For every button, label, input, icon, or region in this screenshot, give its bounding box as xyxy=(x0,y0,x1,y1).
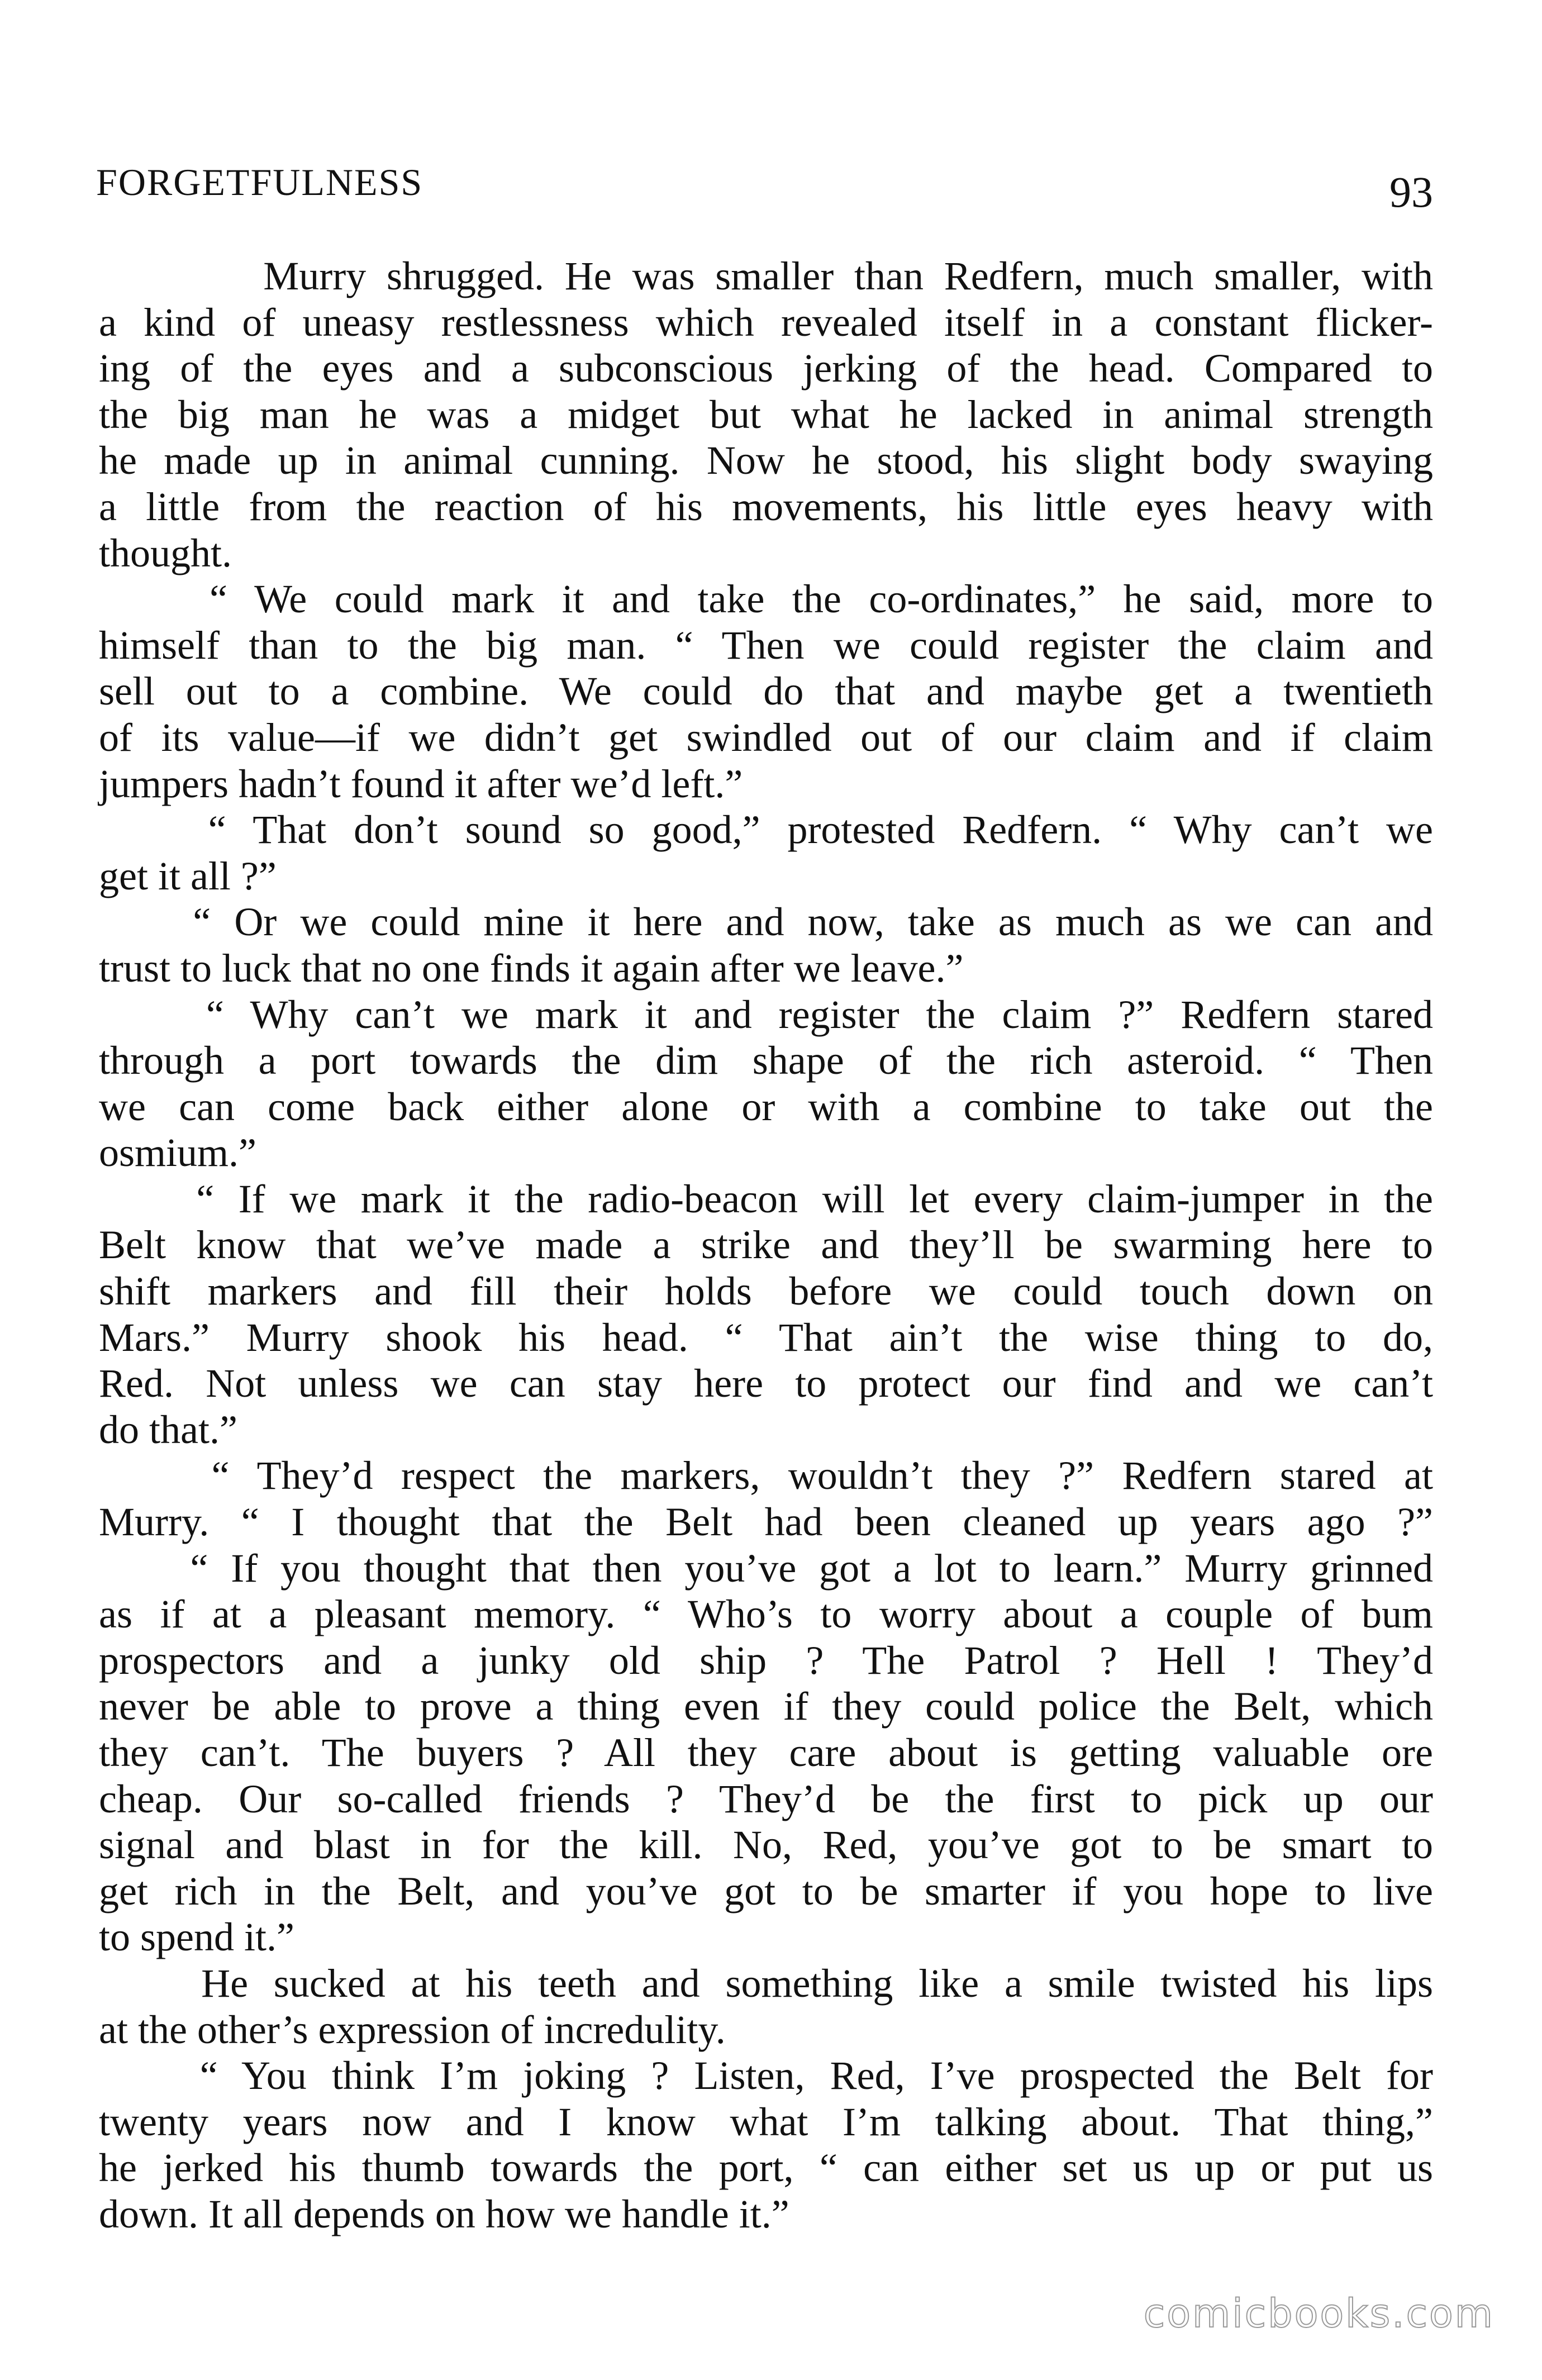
text-line: get it all ?” xyxy=(99,853,277,898)
page-number: 93 xyxy=(1389,168,1433,216)
text-line: Murry. “ I thought that the Belt had been cleaned up years ago ?” xyxy=(99,1500,1433,1545)
watermark: comicbooks.com xyxy=(1143,2291,1495,2336)
text-line: cheap. Our so-called friends ? They’d be the first to pick up our xyxy=(99,1776,1433,1821)
text-line: He sucked at his teeth and something like a smile twisted his lips xyxy=(99,1960,1433,2006)
text-line: “ They’d respect the markers, wouldn’t they ?” Redfern stared at xyxy=(99,1453,1433,1498)
text-line: himself than to the big man. “ Then we could register the claim and xyxy=(99,622,1433,668)
text-line: osmium.” xyxy=(99,1130,256,1175)
text-line: at the other’s expression of incredulity. xyxy=(99,2007,726,2052)
text-line: “ You think I’m joking ? Listen, Red, I’ve prospected the Belt for xyxy=(99,2053,1433,2098)
text-line: as if at a pleasant memory. “ Who’s to worry about a couple of bum xyxy=(99,1592,1433,1637)
text-line: of its value—if we didn’t get swindled out of our claim and if claim xyxy=(99,715,1433,760)
text-line: through a port towards the dim shape of the rich asteroid. “ Then xyxy=(99,1038,1433,1083)
text-line: Mars.” Murry shook his head. “ That ain’t the wise thing to do, xyxy=(99,1315,1433,1360)
text-line: a kind of uneasy restlessness which revealed itself in a constant flicker- xyxy=(99,299,1433,345)
text-line: “ Why can’t we mark it and register the claim ?” Redfern stared xyxy=(99,992,1433,1037)
running-title: FORGETFULNESS xyxy=(96,161,423,203)
text-line: we can come back either alone or with a combine to take out the xyxy=(99,1084,1433,1129)
text-line: they can’t. The buyers ? All they care about is getting valuable ore xyxy=(99,1730,1433,1775)
text-line: Murry shrugged. He was smaller than Redfern, much smaller, with xyxy=(99,254,1433,298)
text-line: signal and blast in for the kill. No, Red, you’ve got to be smart to xyxy=(99,1822,1433,1868)
text-line: do that.” xyxy=(99,1407,237,1452)
text-line: “ If we mark it the radio-beacon will let every claim-jumper in the xyxy=(99,1176,1433,1221)
text-line: Belt know that we’ve made a strike and they’ll be swarming here to xyxy=(99,1222,1433,1268)
text-line: down. It all depends on how we handle it.” xyxy=(99,2191,789,2236)
text-line: trust to luck that no one finds it again after we leave.” xyxy=(99,945,964,991)
text-line: never be able to prove a thing even if they could police the Belt, which xyxy=(99,1684,1433,1729)
text-line: “ That don’t sound so good,” protested Redfern. “ Why can’t we xyxy=(99,807,1433,853)
text-line: twenty years now and I know what I’m talking about. That thing,” xyxy=(99,2099,1433,2144)
text-line: Red. Not unless we can stay here to protect our find and we can’t xyxy=(99,1361,1433,1406)
text-line: the big man he was a midget but what he lacked in animal strength xyxy=(99,392,1433,437)
text-line: sell out to a combine. We could do that and maybe get a twentieth xyxy=(99,669,1433,714)
text-line: a little from the reaction of his movements, his little eyes heavy with xyxy=(99,484,1433,529)
text-line: get rich in the Belt, and you’ve got to be smarter if you hope to live xyxy=(99,1868,1433,1913)
text-line: to spend it.” xyxy=(99,1915,294,1960)
text-line: “ Or we could mine it here and now, take as much as we can and xyxy=(99,899,1433,945)
text-line: shift markers and fill their holds before we could touch down on xyxy=(99,1269,1433,1314)
text-line: thought. xyxy=(99,530,232,575)
body-text xyxy=(99,253,1433,2238)
text-line: ing of the eyes and a subconscious jerking of the head. Compared to xyxy=(99,346,1433,391)
text-line: he jerked his thumb towards the port, “ can either set us up or put us xyxy=(99,2145,1433,2191)
text-line: jumpers hadn’t found it after we’d left.” xyxy=(99,761,743,806)
text-line: prospectors and a junky old ship ? The Patrol ? Hell ! They’d xyxy=(99,1638,1433,1683)
text-line: “ We could mark it and take the co-ordinates,” he said, more to xyxy=(99,577,1433,622)
text-line: he made up in animal cunning. Now he stood, his slight body swaying xyxy=(99,438,1433,483)
text-line: “ If you thought that then you’ve got a lot to learn.” Murry grinned xyxy=(99,1545,1433,1591)
